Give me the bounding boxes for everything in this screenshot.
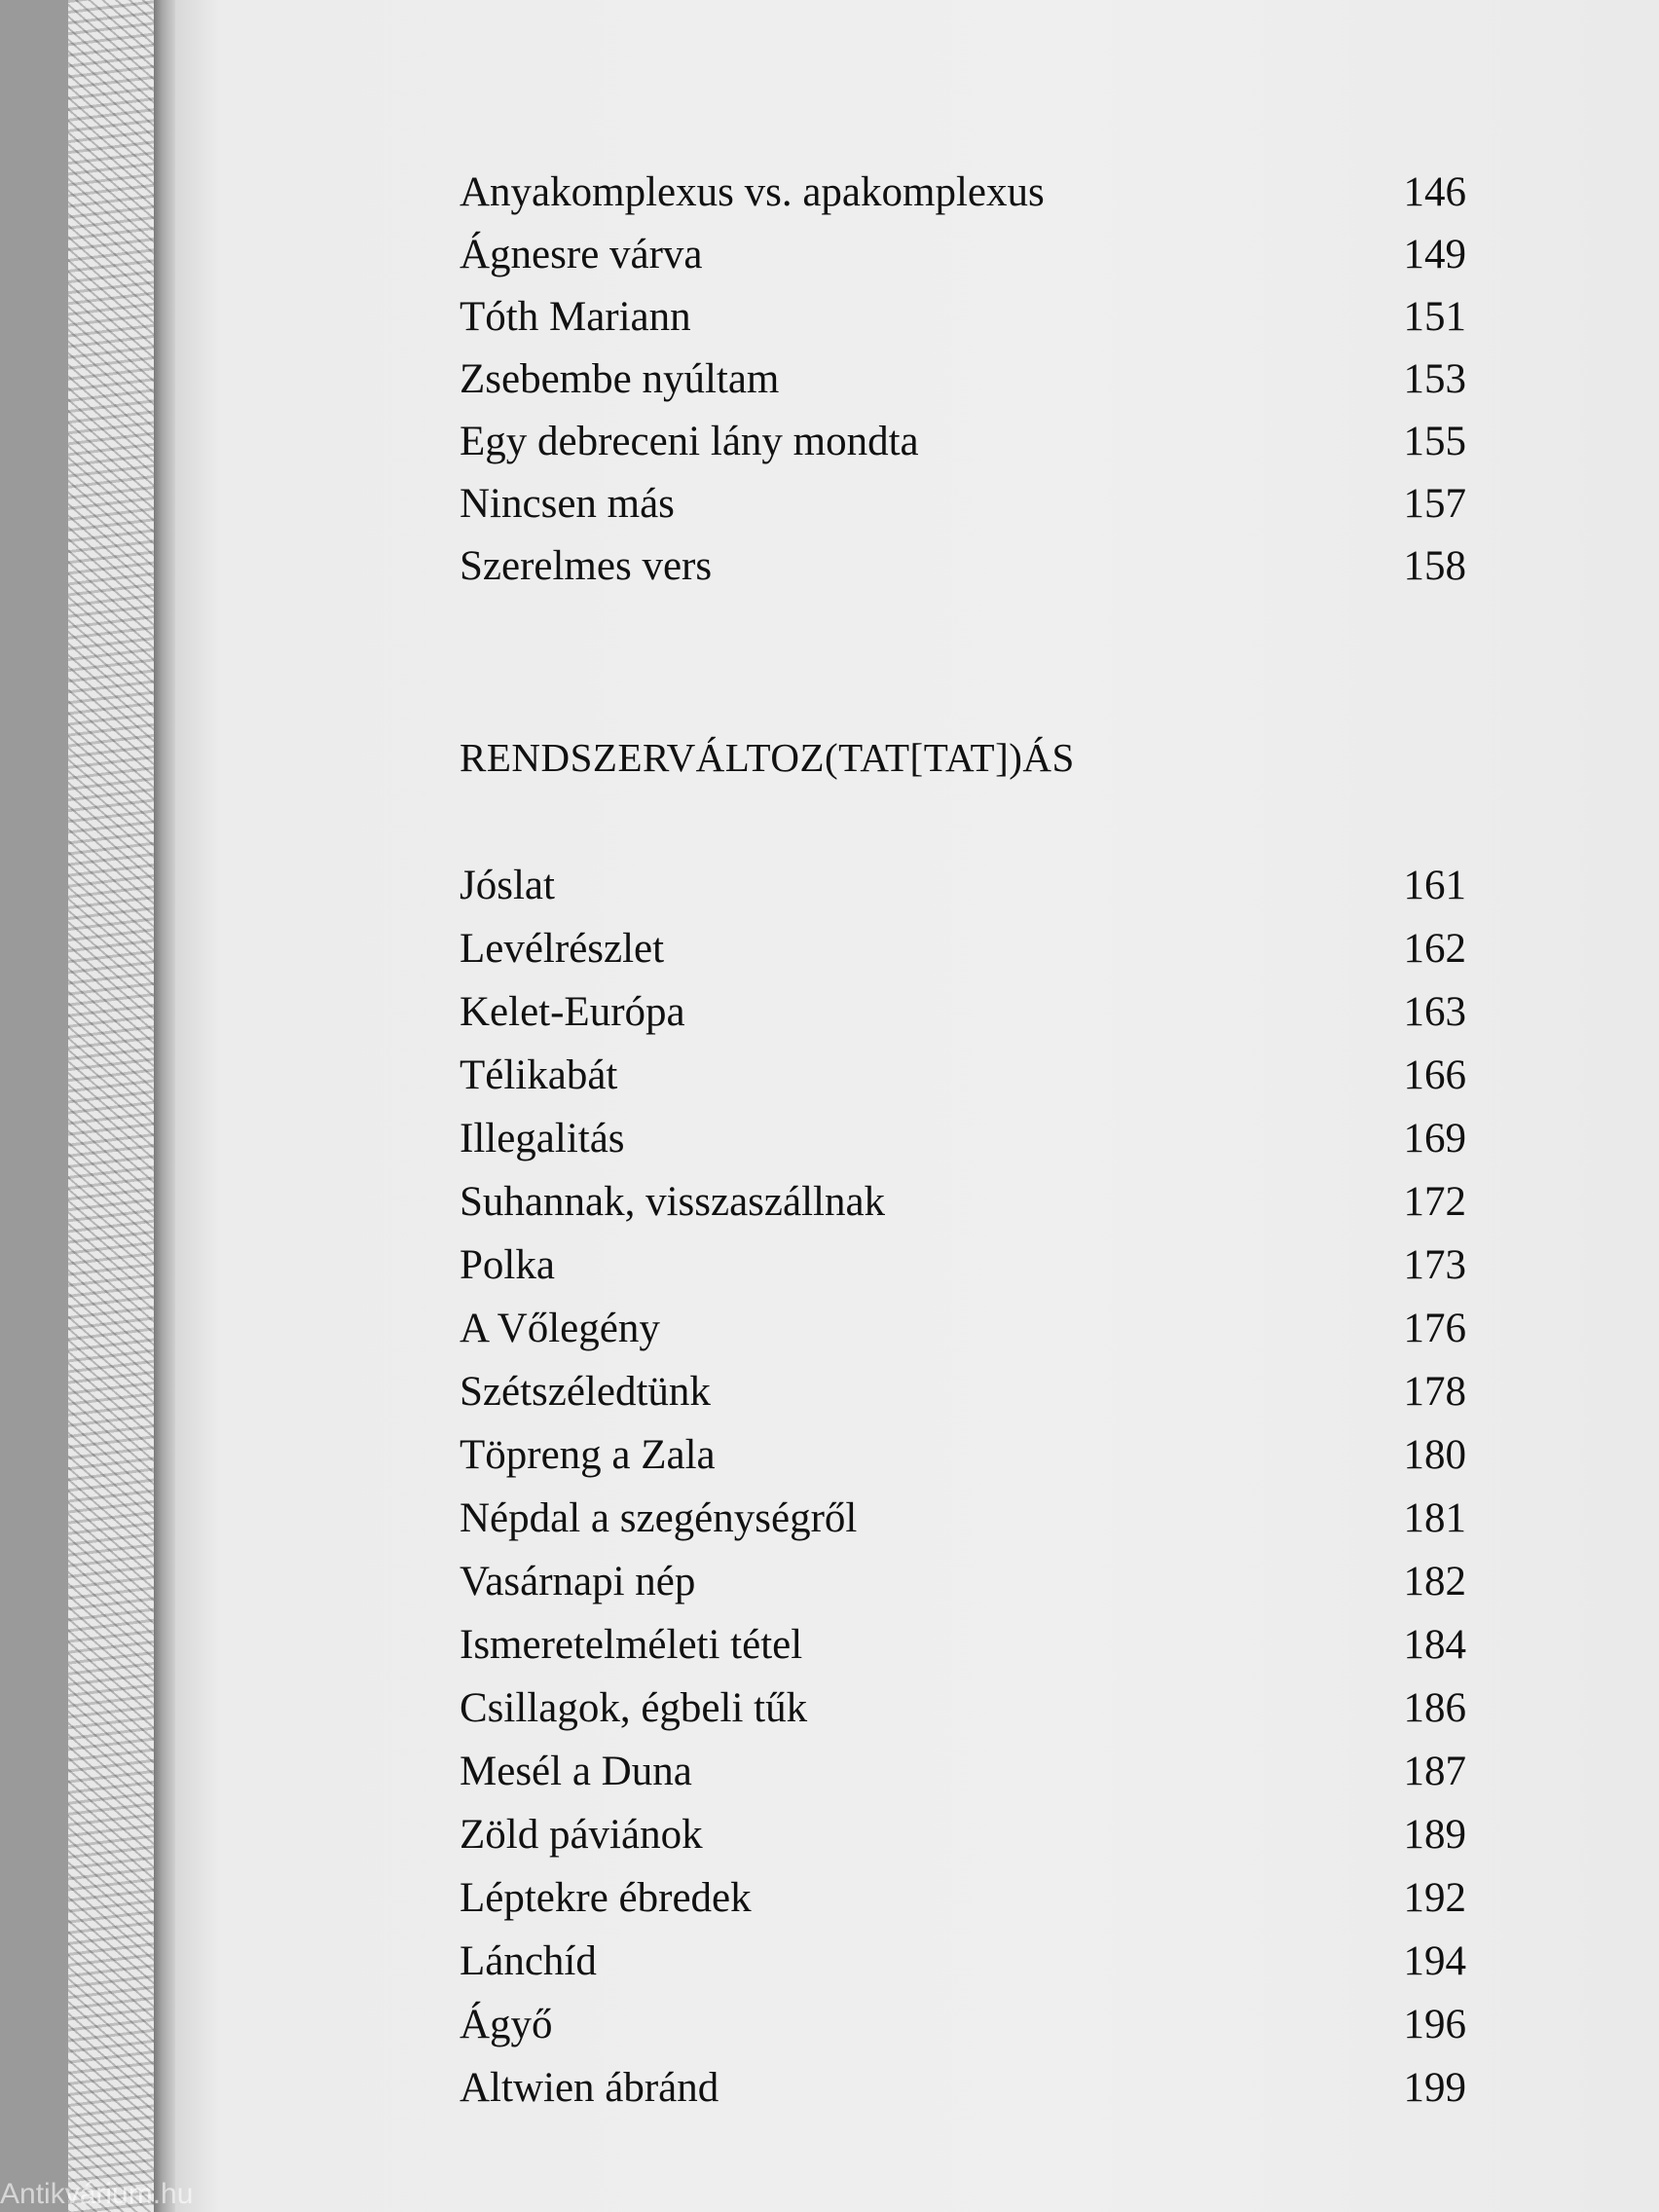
- toc-entry-page: 180: [1403, 1432, 1466, 1478]
- toc-entry-title: Illegalitás: [460, 1116, 625, 1161]
- toc-entry: [460, 350, 1466, 409]
- book-cover-edge: [68, 0, 154, 2212]
- toc-entry: [460, 2059, 1466, 2118]
- toc-entry: [460, 1616, 1466, 1675]
- toc-entry: [460, 164, 1466, 222]
- toc-entry-title: Szerelmes vers: [460, 543, 713, 589]
- toc-entry-title: Jóslat: [460, 863, 555, 908]
- toc-entry-page: 192: [1403, 1875, 1466, 1921]
- toc-entry-title: Polka: [460, 1242, 555, 1288]
- toc-entry: [460, 857, 1466, 915]
- toc-entry-page: 176: [1403, 1306, 1466, 1351]
- toc-entry: [460, 1553, 1466, 1611]
- toc-entry: [460, 1110, 1466, 1168]
- toc-entry-title: Egy debreceni lány mondta: [460, 419, 919, 464]
- toc-entry-page: 181: [1403, 1495, 1466, 1541]
- toc-entry-page: 151: [1403, 294, 1466, 340]
- toc-entry-page: 178: [1403, 1369, 1466, 1415]
- toc-entry: [460, 413, 1466, 471]
- toc-entry-page: 158: [1403, 543, 1466, 589]
- toc-entry-title: Szétszéledtünk: [460, 1369, 711, 1415]
- toc-entry-title: Altwien ábránd: [460, 2065, 719, 2111]
- toc-entry: [460, 1679, 1466, 1738]
- toc-entry: [460, 475, 1466, 534]
- toc-entry: [460, 1933, 1466, 1991]
- toc-entry-title: Télikabát: [460, 1052, 618, 1098]
- toc-entry-page: 146: [1403, 169, 1466, 215]
- toc-entry: [460, 1236, 1466, 1295]
- toc-entry-page: 184: [1403, 1622, 1466, 1668]
- toc-entry-title: Lánchíd: [460, 1938, 597, 1984]
- toc-entry-page: 169: [1403, 1116, 1466, 1161]
- toc-entry-page: 189: [1403, 1812, 1466, 1858]
- toc-entry-title: Mesél a Duna: [460, 1749, 692, 1794]
- toc-entry: [460, 1869, 1466, 1928]
- toc-entry: [460, 1996, 1466, 2054]
- toc-entry-page: 153: [1403, 356, 1466, 402]
- toc-entry: [460, 983, 1466, 1042]
- book-spine: [0, 0, 68, 2212]
- toc-entry-title: Ismeretelméleti tétel: [460, 1622, 803, 1668]
- toc-entry: [460, 920, 1466, 978]
- toc-entry-page: 149: [1403, 232, 1466, 277]
- toc-entry-title: Töpreng a Zala: [460, 1432, 716, 1478]
- toc-entry: [460, 1490, 1466, 1548]
- toc-entry-page: 162: [1403, 926, 1466, 972]
- toc-entry-title: Zsebembe nyúltam: [460, 356, 780, 402]
- toc-entry-title: Léptekre ébredek: [460, 1875, 752, 1921]
- toc-entry: [460, 1743, 1466, 1801]
- toc-entry-title: A Vőlegény: [460, 1306, 660, 1351]
- toc-entry-page: 155: [1403, 419, 1466, 464]
- toc-entry: [460, 288, 1466, 347]
- toc-entry-page: 186: [1403, 1685, 1466, 1731]
- toc-entry-title: Ágyő: [460, 2002, 553, 2047]
- toc-entry-title: Csillagok, égbeli tűk: [460, 1685, 808, 1731]
- toc-entry-page: 194: [1403, 1938, 1466, 1984]
- toc-entry: [460, 1426, 1466, 1485]
- toc-entry-page: 187: [1403, 1749, 1466, 1794]
- toc-entry-page: 172: [1403, 1179, 1466, 1225]
- watermark: Antikvárium.hu: [0, 2178, 194, 2210]
- toc-entry-page: 166: [1403, 1052, 1466, 1098]
- toc-entry: [460, 537, 1466, 596]
- toc-entry-page: 173: [1403, 1242, 1466, 1288]
- toc-entry-page: 157: [1403, 481, 1466, 527]
- toc-entry-title: Suhannak, visszaszállnak: [460, 1179, 886, 1225]
- toc-entry-title: Ágnesre várva: [460, 232, 703, 277]
- toc-entry-title: Zöld páviánok: [460, 1812, 703, 1858]
- toc-entry: [460, 1363, 1466, 1421]
- toc-entry-title: Nincsen más: [460, 481, 675, 527]
- toc-entry-page: 199: [1403, 2065, 1466, 2111]
- toc-entry: [460, 1047, 1466, 1105]
- page-edge-shadow: [154, 0, 175, 2212]
- toc-entry-title: Anyakomplexus vs. apakomplexus: [460, 169, 1045, 215]
- toc-entry-title: Vasárnapi nép: [460, 1559, 696, 1604]
- toc-entry: [460, 1300, 1466, 1358]
- toc-entry: [460, 226, 1466, 284]
- toc-entry-title: Levélrészlet: [460, 926, 665, 972]
- section-heading: RENDSZERVÁLTOZ(TAT[TAT])ÁS: [460, 735, 1075, 780]
- toc-entry-title: Kelet-Európa: [460, 989, 685, 1035]
- toc-entry: [460, 1173, 1466, 1232]
- toc-entry: [460, 1806, 1466, 1864]
- toc-entry-page: 161: [1403, 863, 1466, 908]
- toc-entry-page: 163: [1403, 989, 1466, 1035]
- toc-entry-page: 196: [1403, 2002, 1466, 2047]
- toc-entry-title: Népdal a szegénységről: [460, 1495, 858, 1541]
- toc-entry-page: 182: [1403, 1559, 1466, 1604]
- toc-entry-title: Tóth Mariann: [460, 294, 691, 340]
